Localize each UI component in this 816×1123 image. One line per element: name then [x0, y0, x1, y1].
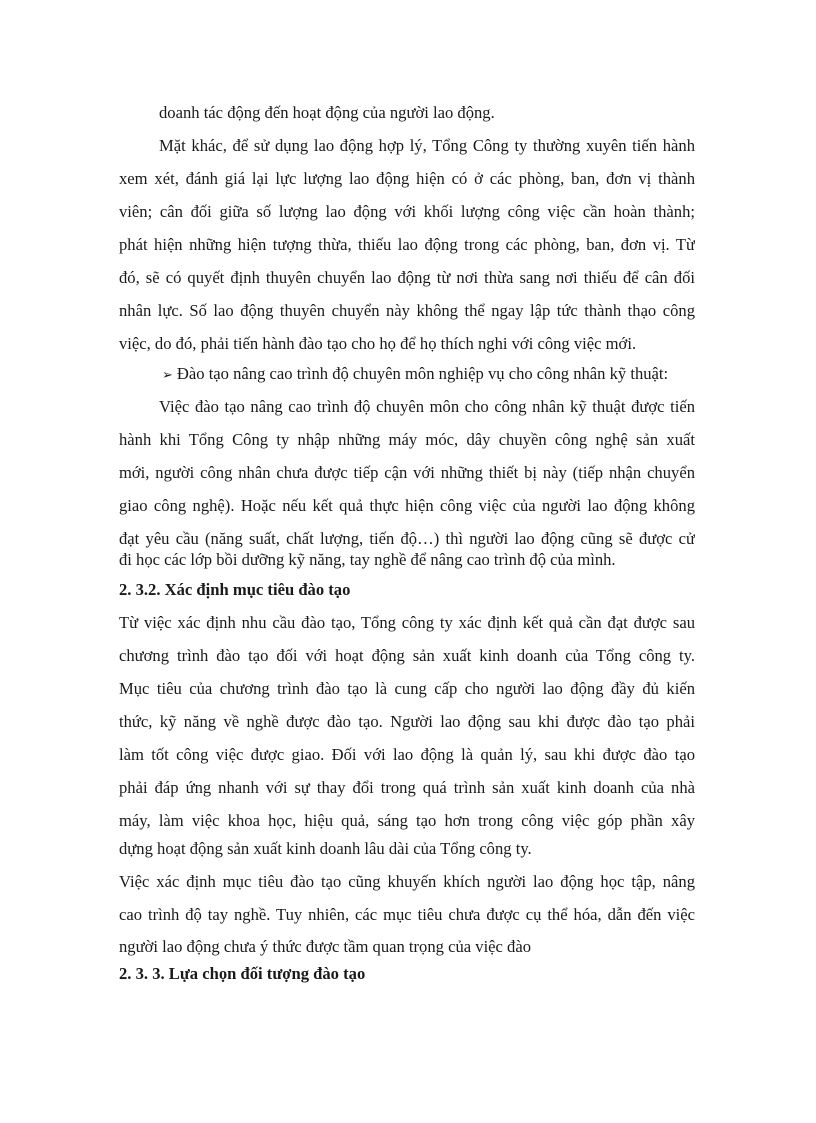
paragraph-line: chương trình đào tạo đối với hoạt động sản xuất kinh doanh của Tổng công ty. — [119, 646, 695, 665]
paragraph-line: thức, kỹ năng về nghề được đào tạo. Người lao động sau khi được đào tạo phải — [119, 712, 695, 731]
paragraph-line: hành khi Tổng Công ty nhập những máy móc, dây chuyền công nghệ sản xuất — [119, 430, 695, 449]
paragraph-line: đó, sẽ có quyết định thuyên chuyển lao động từ nơi thừa sang nơi thiếu để cân đối — [119, 268, 695, 287]
paragraph-line: Việc đào tạo nâng cao trình độ chuyên môn cho công nhân kỹ thuật được tiến — [159, 397, 695, 416]
paragraph-line: xem xét, đánh giá lại lực lượng lao động hiện có ở các phòng, ban, đơn vị thành — [119, 169, 695, 188]
paragraph-line: Từ việc xác định nhu cầu đào tạo, Tổng công ty xác định kết quả cần đạt được sau — [119, 613, 695, 632]
paragraph-line: phát hiện những hiện tượng thừa, thiếu lao động trong các phòng, ban, đơn vị. Từ — [119, 235, 695, 254]
paragraph-line: Mặt khác, để sử dụng lao động hợp lý, Tổng Công ty thường xuyên tiến hành — [159, 136, 695, 155]
paragraph-line: doanh tác động đến hoạt động của người lao động. — [159, 103, 495, 122]
paragraph-line: làm tốt công việc được giao. Đối với lao động là quản lý, sau khi được đào tạo — [119, 745, 695, 764]
paragraph-line: phải đáp ứng nhanh với sự thay đổi trong quá trình sản xuất kinh doanh của nhà — [119, 778, 695, 797]
section-heading: 2. 3.2. Xác định mục tiêu đào tạo — [119, 580, 351, 599]
bullet-item — [162, 364, 668, 386]
paragraph-line: cao trình độ tay nghề. Tuy nhiên, các mục tiêu chưa được cụ thể hóa, dẫn đến việc — [119, 905, 695, 924]
bullet-item-text: Đào tạo nâng cao trình độ chuyên môn nghiệp vụ cho công nhân kỹ thuật: — [176, 364, 669, 383]
section-heading: 2. 3. 3. Lựa chọn đối tượng đào tạo — [119, 964, 366, 983]
paragraph-line: đi học các lớp bồi dưỡng kỹ năng, tay nghề để nâng cao trình độ của mình. — [119, 550, 616, 569]
paragraph-line: mới, người công nhân chưa được tiếp cận với những thiết bị này (tiếp nhận chuyển — [119, 463, 695, 482]
paragraph-line: đạt yêu cầu (năng suất, chất lượng, tiến độ…) thì người lao động cũng sẽ được cử — [119, 529, 695, 548]
paragraph-line: người lao động chưa ý thức được tầm quan trọng của việc đào — [119, 937, 532, 956]
paragraph-line: Việc xác định mục tiêu đào tạo cũng khuyến khích người lao động học tập, nâng — [119, 872, 695, 891]
paragraph-line: Mục tiêu của chương trình đào tạo là cung cấp cho người lao động đầy đủ kiến — [119, 679, 695, 698]
paragraph-line: viên; cân đối giữa số lượng lao động với khối lượng công việc cần hoàn thành; — [119, 202, 695, 221]
paragraph-line: dựng hoạt động sản xuất kinh doanh lâu dài của Tổng công ty. — [119, 839, 532, 858]
paragraph-line: giao công nghệ). Hoặc nếu kết quả thực hiện công việc của người lao động không — [119, 496, 695, 515]
arrow-bullet-icon: ➢ — [162, 368, 173, 383]
paragraph-line: máy, làm việc khoa học, hiệu quả, sáng tạo hơn trong công việc góp phần xây — [119, 811, 695, 830]
paragraph-line: nhân lực. Số lao động thuyên chuyển này không thể ngay lập tức thành thạo công — [119, 301, 695, 320]
paragraph-line: việc, do đó, phải tiến hành đào tạo cho họ để họ thích nghi với công việc mới. — [119, 334, 637, 353]
